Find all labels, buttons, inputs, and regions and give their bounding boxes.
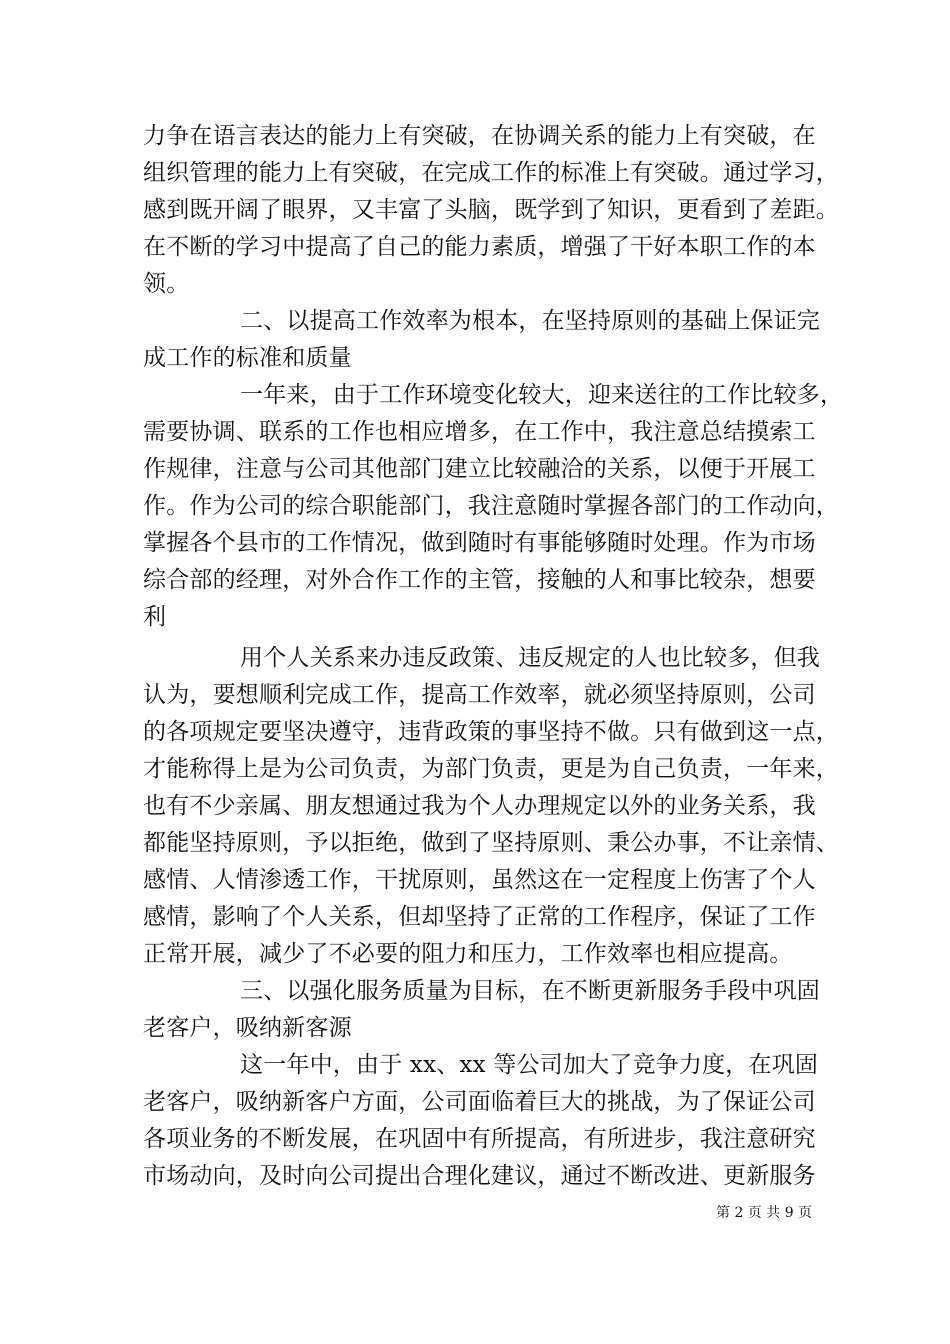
- text-line: 正常开展，减少了不必要的阻力和压力，工作效率也相应提高。: [143, 941, 793, 967]
- text-line: 也有不少亲属、朋友想通过我为个人办理规定以外的业务关系，我: [143, 793, 816, 819]
- text-line: 老客户，吸纳新客户方面，公司面临着巨大的挑战，为了保证公司: [143, 1089, 816, 1115]
- section-heading: 老客户，吸纳新客源: [143, 1015, 352, 1041]
- text-line: 才能称得上是为公司负责，为部门负责，更是为自己负责，一年来，: [143, 756, 839, 782]
- text-line: 领。: [143, 271, 190, 297]
- text-line: 这一年中，由于 xx、xx 等公司加大了竞争力度，在巩固: [240, 1052, 819, 1078]
- text-line: 一年来，由于工作环境变化较大，迎来送往的工作比较多，: [240, 382, 844, 408]
- text-line: 各项业务的不断发展，在巩固中有所提高，有所进步，我注意研究: [143, 1126, 816, 1152]
- text-line: 需要协调、联系的工作也相应增多，在工作中，我注意总结摸索工: [143, 419, 816, 445]
- text-line: 感情，影响了个人关系，但却坚持了正常的工作程序，保证了工作: [143, 904, 816, 930]
- text-line: 在不断的学习中提高了自己的能力素质，增强了干好本职工作的本: [143, 234, 816, 260]
- text-line: 认为，要想顺利完成工作，提高工作效率，就必须坚持原则，公司: [143, 682, 816, 708]
- text-line: 作。作为公司的综合职能部门，我注意随时掌握各部门的工作动向，: [143, 493, 839, 519]
- section-heading: 三、以强化服务质量为目标，在不断更新服务手段中巩固: [240, 978, 820, 1004]
- text-line: 作规律，注意与公司其他部门建立比较融洽的关系，以便于开展工: [143, 456, 816, 482]
- text-line: 综合部的经理，对外合作工作的主管，接触的人和事比较杂，想要: [143, 567, 816, 593]
- text-line: 用个人关系来办违反政策、违反规定的人也比较多，但我: [240, 645, 820, 671]
- text-line: 的各项规定要坚决遵守，违背政策的事坚持不做。只有做到这一点，: [143, 719, 839, 745]
- text-line: 感到既开阔了眼界，又丰富了头脑，既学到了知识，更看到了差距。: [143, 197, 839, 223]
- text-line: 掌握各个县市的工作情况，做到随时有事能够随时处理。作为市场: [143, 530, 816, 556]
- text-line: 力争在语言表达的能力上有突破，在协调关系的能力上有突破，在: [143, 123, 816, 149]
- text-line: 都能坚持原则，予以拒绝，做到了坚持原则、秉公办事，不让亲情、: [143, 830, 839, 856]
- text-line: 感情、人情渗透工作，干扰原则，虽然这在一定程度上伤害了个人: [143, 867, 816, 893]
- text-line: 利: [143, 604, 167, 630]
- section-heading: 成工作的标准和质量: [143, 345, 352, 371]
- text-line: 市场动向，及时向公司提出合理化建议，通过不断改进、更新服务: [143, 1163, 816, 1189]
- text-line: 组织管理的能力上有突破，在完成工作的标准上有突破。通过学习，: [143, 160, 839, 186]
- page-number: 第 2 页 共 9 页: [716, 1205, 813, 1221]
- section-heading: 二、以提高工作效率为根本，在坚持原则的基础上保证完: [240, 308, 820, 334]
